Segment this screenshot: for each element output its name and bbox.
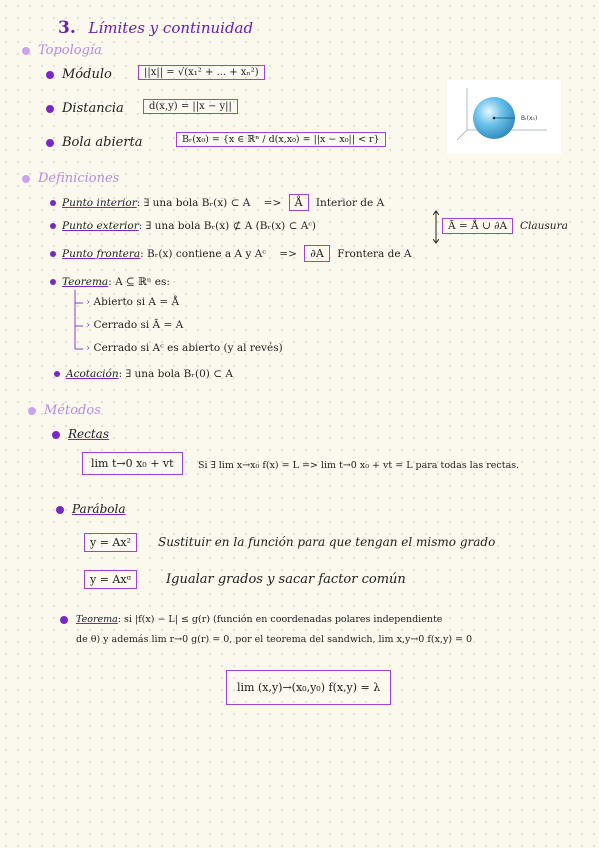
page-title xyxy=(58,18,253,38)
def-frontera-text: : Bᵣ(x) contiene a A y Aᶜ xyxy=(140,248,266,260)
clausura-box: Ā = Å ∪ ∂A xyxy=(442,218,513,234)
def-interior-result: Interior de A xyxy=(315,197,385,209)
arrow-icon: › xyxy=(86,342,91,354)
metodo-parabola xyxy=(56,502,125,516)
sphere-figure xyxy=(447,80,561,154)
title-text: Límites y continuidad xyxy=(88,19,254,37)
def-exterior-label: Punto exterior xyxy=(62,220,139,232)
metodo-teorema-label: Teorema xyxy=(76,614,118,625)
teorema-case-complemento xyxy=(86,342,283,354)
item-modulo-label: Módulo xyxy=(62,67,112,82)
bullet-dot xyxy=(46,139,54,147)
def-exterior-text: : ∃ una bola Bᵣ(x) ⊄ A (Bᵣ(x) ⊂ Aᶜ) xyxy=(138,220,317,232)
bullet-dot xyxy=(52,431,60,439)
section-metodos-heading: Métodos xyxy=(44,403,101,418)
sphere-label: Bᵣ(x₀) xyxy=(521,115,538,122)
bullet-dot xyxy=(50,251,56,257)
teorema-case-cerrado xyxy=(86,319,183,331)
rectas-box: lim t→0 x₀ + vt xyxy=(82,452,183,475)
def-frontera-result: Frontera de A xyxy=(337,248,412,260)
def-interior-arrow: => xyxy=(263,197,282,209)
item-distancia-label: Distancia xyxy=(62,101,124,116)
metodo-teorema xyxy=(60,614,442,625)
def-acotacion xyxy=(54,368,233,380)
arrow-icon: › xyxy=(86,296,91,308)
def-acotacion-label: Acotación xyxy=(66,368,119,380)
section-definiciones xyxy=(22,171,119,186)
bola-formula-box: Bᵣ(x₀) = {x ∈ ℝⁿ / d(x,x₀) = ||x − x₀|| < r} xyxy=(176,132,386,147)
section-metodos xyxy=(28,403,101,418)
section-topologia xyxy=(22,43,102,58)
parabola-box-1: y = Ax² xyxy=(84,533,137,552)
metodo-teorema-line1: : si |f(x) − L| ≤ g(r) (función en coordenadas polares independiente xyxy=(117,614,443,625)
parabola-box-2: y = Axᵅ xyxy=(84,570,137,589)
bullet-dot xyxy=(46,105,54,113)
parabola-text-2: Igualar grados y sacar factor común xyxy=(166,572,406,587)
metodo-rectas xyxy=(52,427,109,441)
section-topologia-heading: Topología xyxy=(38,43,102,58)
rectas-label: Rectas xyxy=(68,427,109,441)
teorema-case-abierto xyxy=(86,296,179,308)
metodo-teorema-line2: de θ) y además lim r→0 g(r) = 0, por el teorema del sandwich, lim x,y→0 f(x,y) = 0 xyxy=(76,634,473,645)
bullet-dot xyxy=(28,407,36,415)
modulo-formula-box: ||x|| = √(x₁² + ... + xₙ²) xyxy=(138,65,265,80)
bullet-dot xyxy=(50,223,56,229)
final-limit-box: lim (x,y)→(x₀,y₀) f(x,y) = λ xyxy=(226,670,391,705)
bullet-dot xyxy=(22,175,30,183)
bullet-dot xyxy=(46,71,54,79)
item-modulo xyxy=(46,67,112,82)
bullet-dot xyxy=(60,616,68,624)
def-teorema xyxy=(50,276,170,288)
teorema-case-complemento-text: Cerrado si Aᶜ es abierto (y al revés) xyxy=(93,342,283,354)
parabola-text-1: Sustituir en la función para que tengan el mismo grado xyxy=(158,535,496,549)
sphere-illustration xyxy=(447,80,561,154)
teorema-case-abierto-text: Abierto si A = Å xyxy=(93,296,180,308)
frontera-box: ∂A xyxy=(304,245,330,262)
def-frontera-label: Punto frontera xyxy=(62,248,141,260)
def-frontera-arrow: => xyxy=(279,248,297,260)
rectas-text: Si ∃ lim x→x₀ f(x) = L => lim t→0 x₀ + vt = L para todas las rectas. xyxy=(198,460,520,471)
bullet-dot xyxy=(50,279,56,285)
def-punto-exterior xyxy=(50,220,316,232)
distancia-formula-box: d(x,y) = ||x − y|| xyxy=(143,99,238,114)
bullet-dot xyxy=(22,47,30,55)
def-interior-label: Punto interior xyxy=(62,197,137,209)
bullet-dot xyxy=(50,200,56,206)
def-punto-interior xyxy=(50,194,384,211)
def-acotacion-text: : ∃ una bola Bᵣ(0) ⊂ A xyxy=(118,368,233,380)
item-distancia xyxy=(46,101,124,116)
item-bola-abierta xyxy=(46,135,143,150)
clausura-arrow-icon xyxy=(433,210,439,244)
parabola-label: Parábola xyxy=(72,502,126,516)
bullet-dot xyxy=(54,371,60,377)
def-punto-frontera xyxy=(50,245,412,262)
arrow-icon: › xyxy=(86,319,91,331)
clausura-label: Clausura xyxy=(520,220,568,232)
def-teorema-text: : A ⊆ ℝⁿ es: xyxy=(108,276,170,288)
teorema-branch-lines xyxy=(73,290,85,354)
teorema-case-cerrado-text: Cerrado si Ā = A xyxy=(93,319,184,331)
def-teorema-label: Teorema xyxy=(62,276,109,288)
bullet-dot xyxy=(56,506,64,514)
section-definiciones-heading: Definiciones xyxy=(38,171,120,186)
interior-box: Å xyxy=(289,194,309,211)
item-bola-label: Bola abierta xyxy=(62,135,143,150)
def-interior-text: : ∃ una bola Bᵣ(x) ⊂ A xyxy=(136,197,251,209)
title-number: 3. xyxy=(58,18,76,38)
